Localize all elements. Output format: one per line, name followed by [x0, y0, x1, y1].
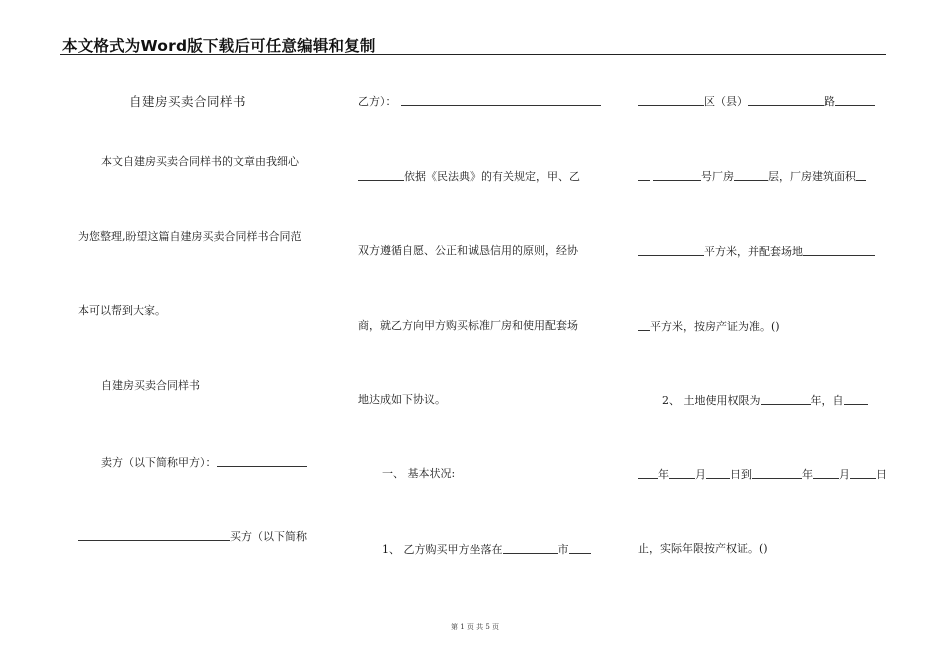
intro-line-3: 本可以帮到大家。 [78, 304, 166, 317]
section-basic-heading: 一、 基本状况: [382, 467, 456, 480]
start-month-blank [669, 467, 695, 479]
law-basis-line [358, 169, 580, 184]
contract-subtitle: 自建房买卖合同样书 [101, 379, 200, 392]
building-blank-2 [653, 169, 701, 181]
road-blank [835, 94, 875, 106]
area-blank [856, 169, 866, 181]
start-month-label: 月 [695, 468, 706, 481]
area-blank-1 [638, 244, 704, 256]
header-divider [60, 54, 886, 55]
from-blank [844, 393, 868, 405]
principle-line: 双方遵循自愿、公正和诚恳信用的原则，经协 [358, 244, 578, 257]
district-blank-1 [638, 94, 704, 106]
area-line [638, 244, 875, 259]
district-line [638, 94, 875, 109]
site-area-blank [638, 319, 650, 331]
district-label: 区（县） [704, 95, 748, 108]
land-use-line [662, 393, 868, 408]
start-day-label: 日到 [730, 468, 752, 481]
end-month-blank [813, 467, 839, 479]
document-title: 自建房买卖合同样书 [129, 94, 247, 109]
law-blank [358, 169, 404, 181]
building-line [638, 169, 866, 184]
building-blank-1 [638, 169, 650, 181]
buyer-party-line [358, 94, 601, 109]
start-day-blank [706, 467, 730, 479]
years-blank [761, 393, 811, 405]
city-label: 市 [557, 543, 569, 556]
start-year-blank [638, 467, 658, 479]
term-line: 止，实际年限按产权证。() [638, 542, 768, 555]
end-day-blank [850, 467, 876, 479]
site-area-label: 平方米，按房产证为准。() [650, 320, 780, 333]
intro-line-2: 为您整理,盼望这篇自建房买卖合同样书合同范 [78, 230, 302, 243]
law-basis-text: 依据《民法典》的有关规定，甲、乙 [404, 170, 580, 183]
end-year-label: 年 [802, 468, 813, 481]
floor-blank [734, 169, 768, 181]
buyer-party-label: 乙方）： [358, 95, 397, 108]
district-blank-2 [748, 94, 824, 106]
header-title: 本文格式为Word版下载后可任意编辑和复制 [62, 37, 376, 55]
buyer-name-blank [78, 529, 230, 541]
seller-label: 卖方（以下简称甲方）： [101, 456, 217, 469]
site-area-line [638, 319, 780, 334]
floor-area-label: 层，厂房建筑面积 [768, 170, 856, 183]
road-label: 路 [824, 95, 835, 108]
start-year-label: 年 [658, 468, 669, 481]
location-label: 1、 乙方购买甲方坐落在 [382, 543, 503, 556]
end-year-blank [752, 467, 802, 479]
seller-line [101, 455, 307, 470]
land-use-label: 2、 土地使用权限为 [662, 394, 761, 407]
building-no-label: 号厂房 [701, 170, 734, 183]
date-range-line [638, 467, 887, 482]
intro-line-1: 本文自建房买卖合同样书的文章由我细心 [101, 155, 299, 168]
site-blank [803, 244, 875, 256]
buyer-label: 买方（以下简称 [230, 530, 307, 543]
city-blank [569, 542, 591, 554]
end-month-label: 月 [839, 468, 850, 481]
location-line [382, 542, 591, 557]
seller-blank [217, 455, 307, 467]
buyer-line [78, 529, 307, 544]
agreement-line: 地达成如下协议。 [358, 393, 446, 406]
years-label: 年，自 [810, 394, 844, 407]
page-number: 第 1 页 共 5 页 [450, 623, 500, 631]
purchase-line: 商，就乙方向甲方购买标准厂房和使用配套场 [358, 319, 578, 332]
location-blank-1 [503, 542, 558, 554]
buyer-party-blank [401, 94, 601, 106]
area-label: 平方米，并配套场地 [704, 245, 803, 258]
end-day-label: 日 [876, 468, 887, 481]
